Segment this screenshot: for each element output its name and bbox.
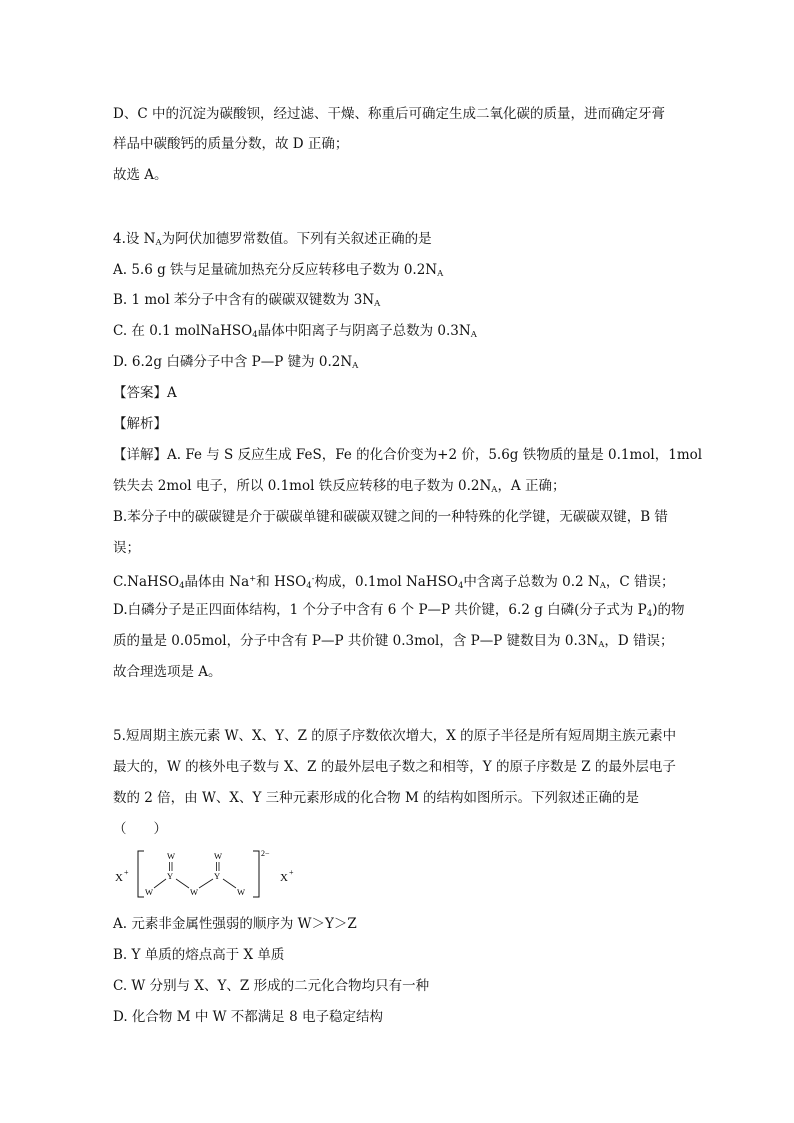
right-bracket xyxy=(253,851,259,897)
x-cation-left-charge: + xyxy=(124,868,129,877)
q5-answer-blank: （ ） xyxy=(113,821,167,837)
y-atom-2: Y xyxy=(214,871,221,881)
x-cation-left: X xyxy=(115,872,123,884)
q4-option-b: B. 1 mol 苯分子中含有的碳碳双键数为 $3N_A$ xyxy=(113,292,381,309)
q5-stem-line1: 5.短周期主族元素 W、X、Y、Z 的原子序数依次增大，X 的原子半径是所有短周期主族元素中 xyxy=(113,728,677,744)
q4-detail-line7: 质的量是 0.05mol，分子中含有 P—P 共价键 0.3mol，含 P—P 键数目为 $0.3N_A$，D 错误； xyxy=(113,633,674,650)
q4-detail-line5: C.NaHSO$_4$晶体由 Na+和 $HSO_4^-$构成，0.1mol NaHSO$_4$中含离子总数为 0.2 $N_A$，C 错误； xyxy=(113,574,675,591)
q4-stem: 4.设 $N_A$为阿伏加德罗常数值。下列有关叙述正确的是 xyxy=(113,231,432,248)
q5-stem-line3: 数的 2 倍，由 W、X、Y 三种元素形成的化合物 M 的结构如图所示。下列叙述正确的是 xyxy=(113,790,640,806)
left-bracket xyxy=(138,851,144,897)
bond-w-mid-y2 xyxy=(199,879,213,888)
w-left: W xyxy=(145,887,154,897)
q4-detail-line4: 误； xyxy=(113,540,140,556)
q5-stem-line2: 最大的，W 的核外电子数与 X、Z 的最外层电子数之和相等，Y 的原子序数是 Z 的最外层电子 xyxy=(113,759,676,775)
q4-option-d: D. 6.2g 白磷分子中含 P—P 键为 $0.2N_A$ xyxy=(113,354,359,371)
q3-option-d-line2: 样品中碳酸钙的质量分数，故 D 正确； xyxy=(113,136,349,152)
bond-y1-w-mid xyxy=(176,879,189,888)
w-top-1: W xyxy=(167,851,176,861)
q3-option-d-line1: D、C 中的沉淀为碳酸钡，经过滤、干燥、称重后可确定生成二氧化碳的质量，进而确定牙膏 xyxy=(113,106,665,122)
w-top-2: W xyxy=(214,851,223,861)
q4-detail-line1: 【详解】A. Fe 与 S 反应生成 FeS，Fe 的化合价变为+2 价，5.6g 铁物质的量是 0.1mol，1mol xyxy=(113,447,703,463)
bond-y2-w-right xyxy=(223,879,236,888)
q5-option-c: C. W 分别与 X、Y、Z 形成的二元化合物均只有一种 xyxy=(113,978,430,994)
w-right: W xyxy=(237,887,246,897)
y-atom-1: Y xyxy=(167,871,174,881)
q5-option-b: B. Y 单质的熔点高于 X 单质 xyxy=(113,947,285,963)
q4-detail-line3: B.苯分子中的碳碳键是介于碳碳单键和碳碳双键之间的一种特殊的化学键，无碳碳双键，B 错 xyxy=(113,509,668,525)
bond-w-left-y1 xyxy=(154,879,166,888)
x-cation-right: X xyxy=(280,872,288,884)
anion-charge: 2− xyxy=(261,849,270,858)
q5-option-a: A. 元素非金属性强弱的顺序为 W＞Y＞Z xyxy=(113,916,357,932)
q4-detail-line6: D.白磷分子是正四面体结构，1 个分子中含有 6 个 P—P 共价键，6.2 g 白磷(分子式为 $P_4$)的物 xyxy=(113,602,685,619)
q4-analysis-heading: 【解析】 xyxy=(113,416,167,432)
q4-option-c: C. 在 0.1 molNaHSO$_4$晶体中阳离子与阴离子总数为 $0.3N_A$ xyxy=(113,323,477,340)
x-cation-right-charge: + xyxy=(289,868,294,877)
w-mid: W xyxy=(190,887,199,897)
q4-answer: 【答案】A xyxy=(113,385,177,401)
q3-answer-line: 故选 A。 xyxy=(113,167,168,183)
q4-detail-line2: 铁失去 2mol 电子，所以 0.1mol 铁反应转移的电子数为 $0.2N_A$，A 正确； xyxy=(113,478,566,495)
q4-option-a: A. 5.6 g 铁与足量硫加热充分反应转移电子数为 $0.2N_A$ xyxy=(113,262,444,279)
q5-option-d: D. 化合物 M 中 W 不都满足 8 电子稳定结构 xyxy=(113,1009,383,1025)
q4-detail-line8: 故合理选项是 A。 xyxy=(113,664,222,680)
compound-m-structure xyxy=(110,845,310,903)
